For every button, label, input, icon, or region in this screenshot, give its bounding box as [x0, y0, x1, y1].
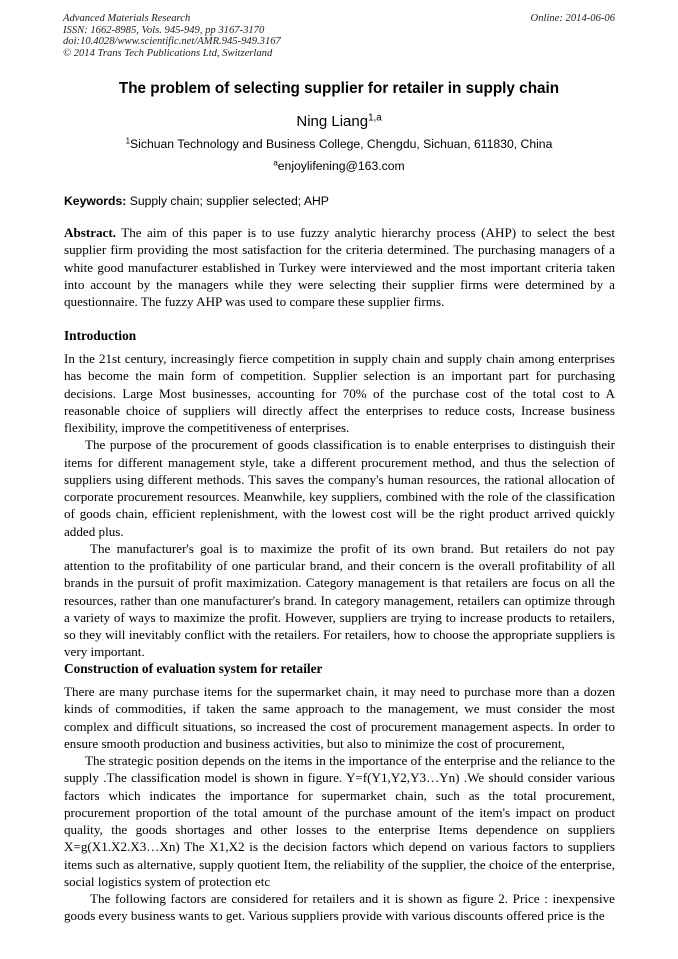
email-line: [0, 159, 678, 174]
doi-line: doi:10.4028/www.scientific.net/AMR.945-949.3167: [63, 36, 281, 48]
abstract-text: The aim of this paper is to use fuzzy analytic hierarchy process (AHP) to select the best supplier firm providing the most satisfaction for the criteria determined. The purchasing managers of a white good manufacturer established in Turkey were interviewed and the most important criteria taken into account by the managers while they were selecting their supplier firms were determined by a questionnaire. The fuzzy AHP was used to compare these supplier firms.: [64, 225, 615, 309]
issn-line: ISSN: 1662-8985, Vols. 945-949, pp 3167-3170: [63, 24, 265, 36]
section-construction-body: [64, 683, 615, 925]
journal-name: Advanced Materials Research: [63, 13, 191, 24]
paragraph: In the 21st century, increasingly fierce competition in supply chain and supply chain among enterprises has become the main form of competition. Supplier selection is an important part for purchasing decisions. Large Most businesses, accounting for 70% of the purchase cost of the total cost to A reasonable choice of suppliers will directly affect the enterprises to reduce costs, Increase business flexibility, improve the competitiveness of enterprises.: [64, 351, 615, 435]
abstract-label: Abstract.: [64, 225, 116, 240]
paper-title: The problem of selecting supplier for retailer in supply chain: [118, 80, 560, 97]
affiliation-text: Sichuan Technology and Business College, Chengdu, Sichuan, 611830, China: [130, 137, 553, 151]
section-heading-construction: Construction of evaluation system for retailer: [64, 661, 323, 676]
author-superscript: 1,a: [368, 112, 382, 124]
paragraph: The following factors are considered for retailers and it is shown as figure 2. Price : inexpensive goods every business wants to get. Various suppliers provide with various discounts offered price is the: [64, 891, 615, 924]
email-superscript: a: [273, 158, 278, 168]
journal-header: [63, 13, 281, 59]
paragraph: The purpose of the procurement of goods classification is to enable enterprises to distinguish their items for different management style, take a different procurement method, and thus the selection of suppliers using different methods. This saves the company's human resources, the rational allocation of corporate procurement resources. Meanwhile, key suppliers, combined with the role of the classification of goods chain, efficient replenishment, with the lowest cost will be the right product arrived quickly added plus.: [64, 437, 615, 539]
keywords-line: [64, 194, 329, 209]
affiliation-line: [0, 137, 678, 152]
abstract: [64, 224, 615, 310]
paragraph: There are many purchase items for the supermarket chain, it may need to purchase more than a dozen kinds of commodities, if taken the same approach to the management, we must consider the most complex and difficult situations, so increased the cost of procurement management aspects. In order to ensure smooth production and business activities, but also to minimize the cost of procurement,: [64, 684, 615, 751]
email-address[interactable]: enjoylifening@163.com: [277, 159, 405, 173]
paragraph: The manufacturer's goal is to maximize the profit of its own brand. But retailers do not pay attention to the profitability of one particular brand, and their concern is the overall profitability of all brands in the pursuit of profit maximization. Category management is that retailers are focus on all the resources, rather than one manufacturer's brand. In category management, retailers can optimize through a variety of ways to maximize the profit. However, suppliers are trying to increase products to retailers, so they will inevitably conflict with the retailers. For retailers, how to choose the appropriate suppliers is very important.: [64, 540, 615, 660]
online-date: Online: 2014-06-06: [530, 13, 615, 24]
copyright-line: © 2014 Trans Tech Publications Ltd, Switzerland: [63, 47, 273, 59]
section-introduction-body: [64, 350, 615, 661]
keywords-label: Keywords:: [64, 194, 127, 208]
author-name: Ning Liang: [296, 113, 369, 130]
keywords-text: Supply chain; supplier selected; AHP: [126, 194, 329, 208]
author-line: [0, 113, 678, 131]
affiliation-superscript: 1: [125, 136, 131, 146]
section-heading-introduction: Introduction: [64, 328, 137, 343]
paragraph: The strategic position depends on the items in the importance of the enterprise and the reliance to the supply .The classification model is shown in figure. Y=f(Y1,Y2,Y3…Yn) .We should consider various factors which indicates the importance for supermarket chain, such as the total procurement, procurement proportion of the total amount of the purchase amount of the item's impact on product quality, the goods shortages and other losses to the enterprise Items dependence on suppliers X=g(X1.X2.X3…Xn) The X1,X2 is the decision factors which depend on various factors to suppliers items such as alternative, supply quotient Item, the reliability of the supplier, the choice of the enterprise, social logistics system of protection etc: [64, 753, 615, 889]
